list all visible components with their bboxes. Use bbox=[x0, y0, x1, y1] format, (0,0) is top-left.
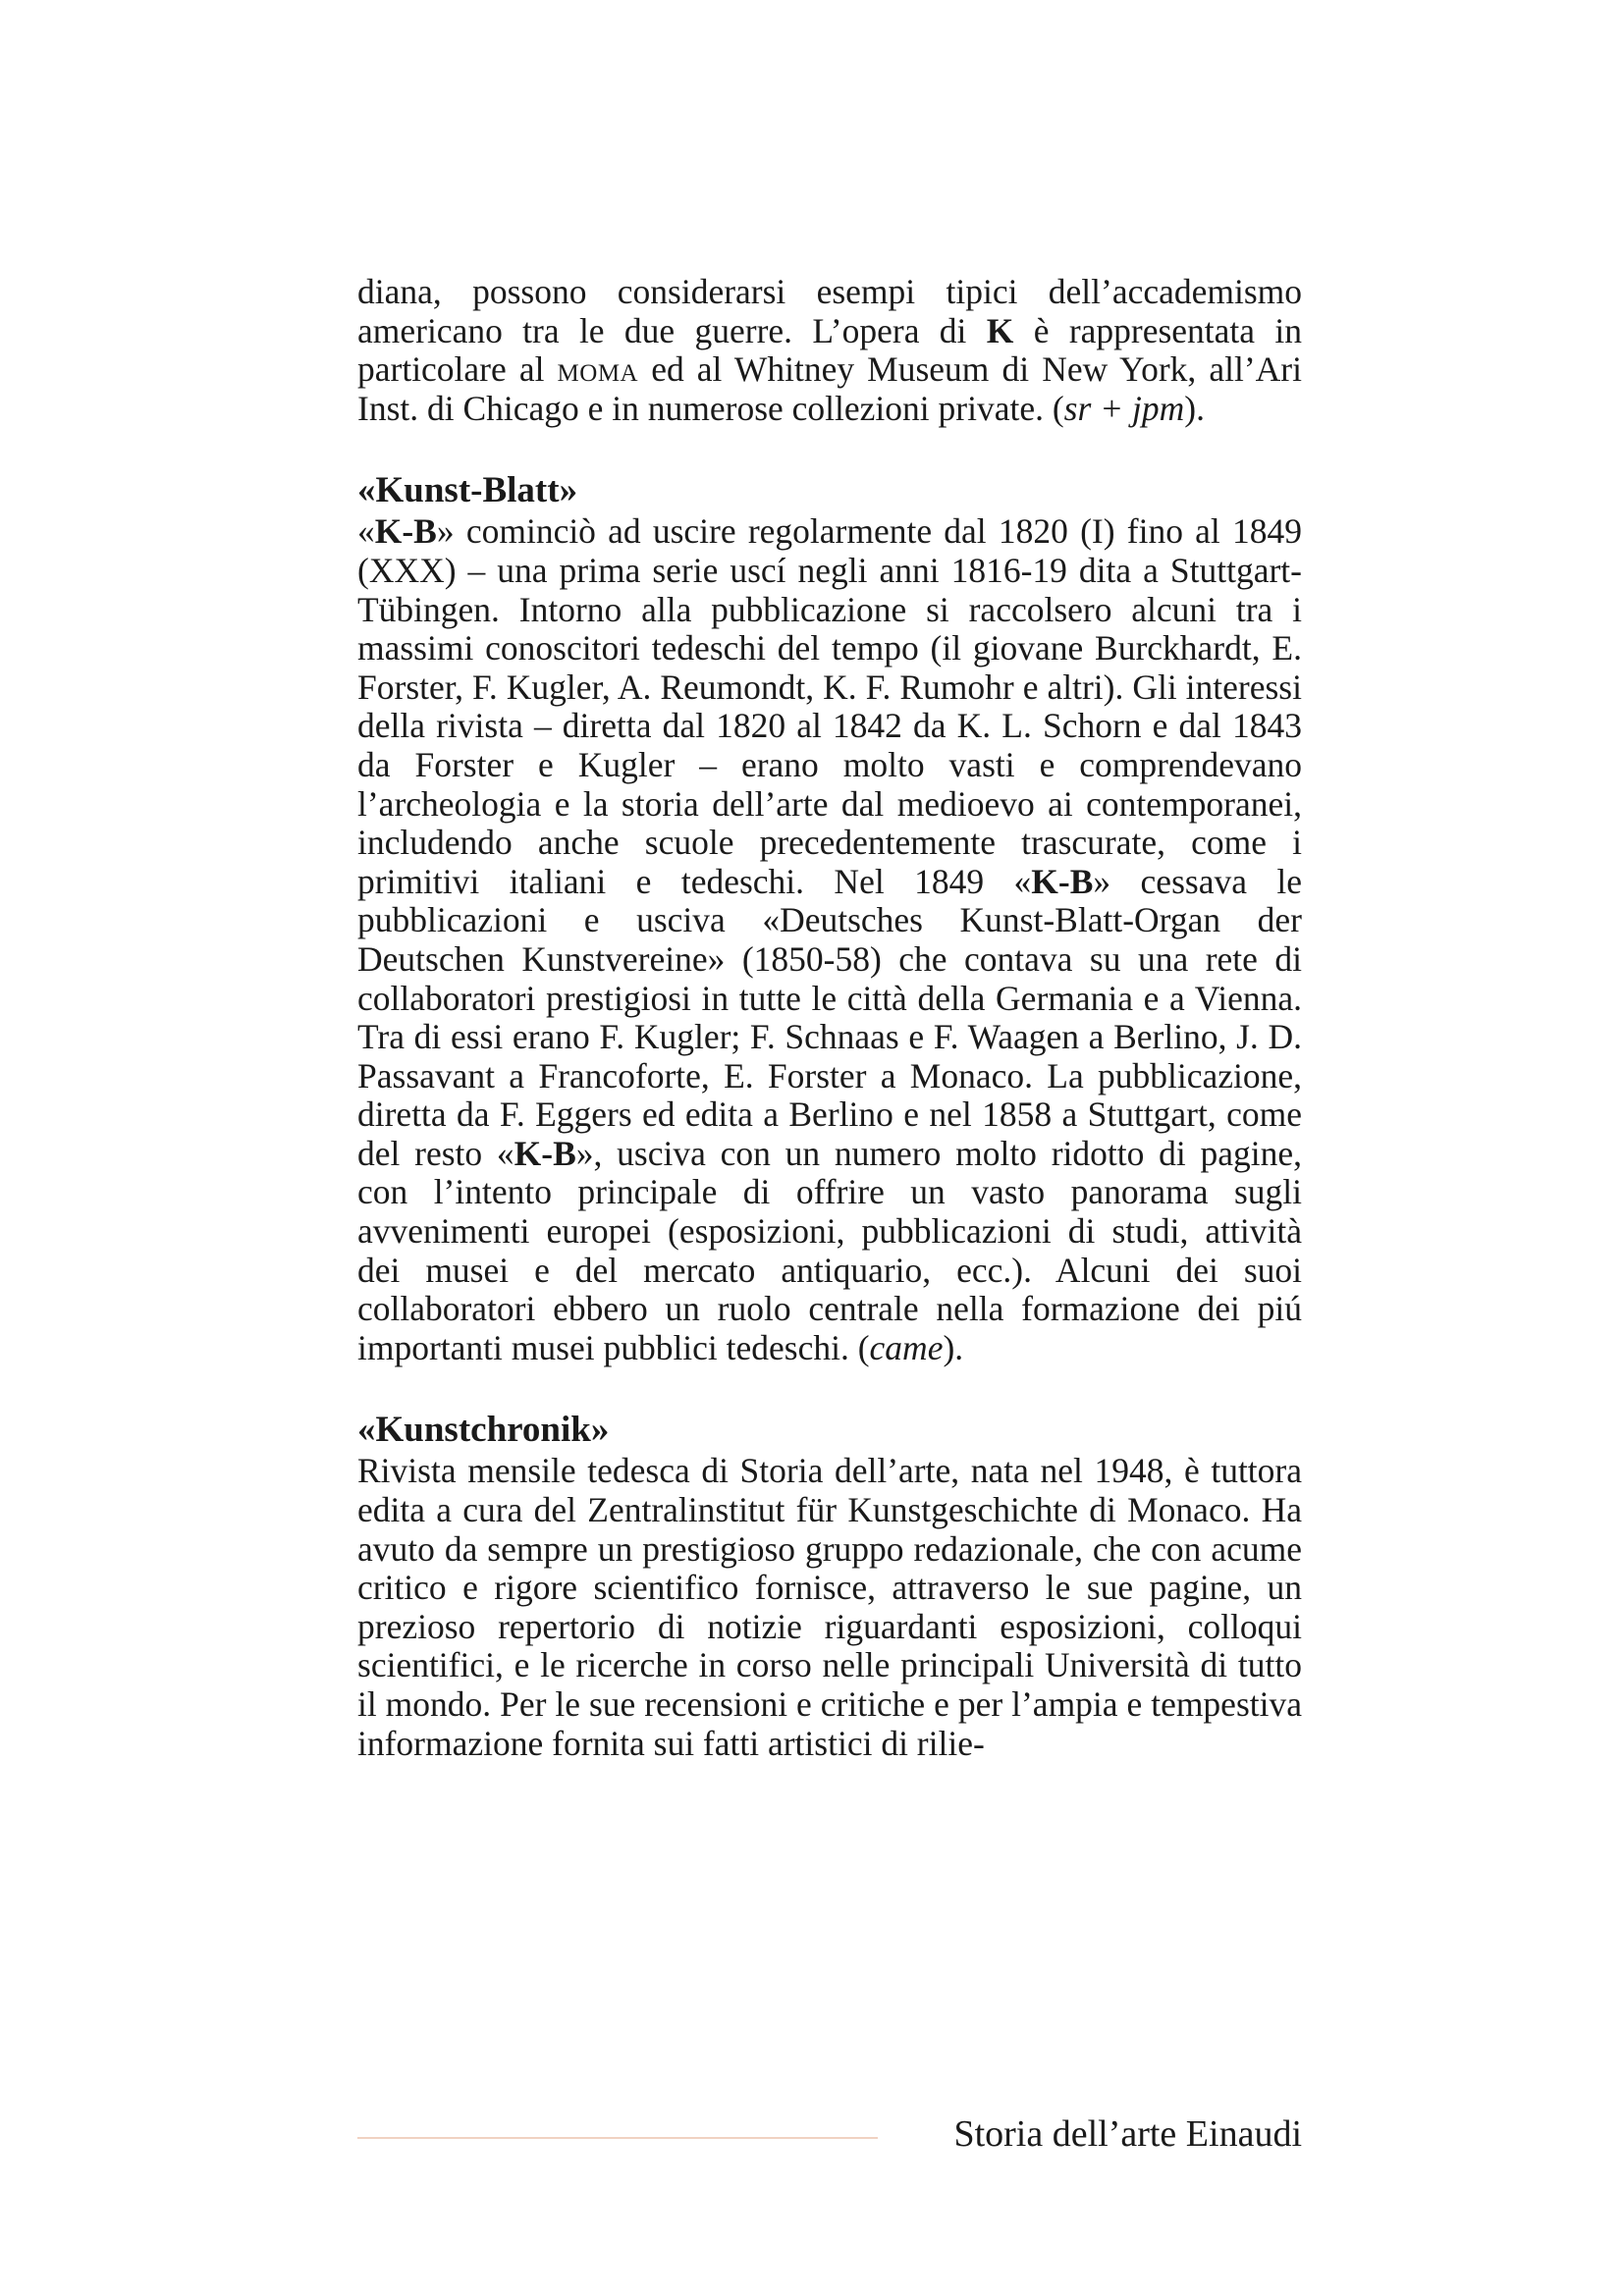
kb-author: came bbox=[869, 1327, 944, 1367]
section-gap bbox=[357, 428, 1302, 469]
continuation-text-1: diana, possono considerarsi esempi tipici dell’accademismo americano tra le due guerre. L’opera di bbox=[357, 272, 1302, 350]
continuation-abbr-k: K bbox=[986, 310, 1014, 350]
continuation-author: sr + jpm bbox=[1063, 388, 1185, 428]
section-gap bbox=[357, 1367, 1302, 1409]
continuation-text-4: ). bbox=[1184, 388, 1205, 428]
kb-text-1: cominciò ad uscire regolarmente dal 1820 (I) fino al 1849 (XXX) – una prima serie uscí negli anni 1816-19 dita a Stuttgart-Tübingen. Intorno alla pubblicazione si raccolsero alcuni tra i massimi conoscitori tedeschi del tempo (il giovane Burckhardt, E. Forster, F. Kugler, A. Reumondt, K. F. Rumohr e altri). Gli interessi della rivista – diretta dal 1820 al 1842 da K. L. Schorn e dal 1843 da Forster e Kugler – erano molto vasti e comprendevano l’archeologia e la storia dell’arte dal medioevo ai contemporanei, includendo anche scuole precedentemente trascurate, come i primitivi italiani e tedeschi. Nel 1849 « bbox=[357, 511, 1302, 901]
kb-quote-close: » bbox=[436, 511, 455, 552]
page-text bbox=[357, 273, 1302, 1763]
kb-abbr-2: K-B bbox=[1031, 861, 1094, 901]
page-footer bbox=[357, 2112, 1302, 2162]
entry-body-kunstchronik: Rivista mensile tedesca di Storia dell’arte, nata nel 1948, è tuttora edita a cura del Zentralinstitut für Kunstgeschichte di Monaco. Ha avuto da sempre un prestigioso gruppo redazionale, che con acume critico e rigore scientifico fornisce, attraverso le sue pagine, un prezioso repertorio di notizie riguardanti esposizioni, colloqui scientifici, e le ricerche in corso nelle principali Università di tutto il mondo. Per le sue recensioni e critiche e per l’ampia e tempestiva informazione fornita sui fatti artistici di rilie- bbox=[357, 1451, 1302, 1763]
footer-publication-title: Storia dell’arte Einaudi bbox=[953, 2113, 1302, 2155]
footer-rule bbox=[357, 2137, 878, 2139]
entry-continuation-paragraph bbox=[357, 273, 1302, 428]
continuation-moma: moma bbox=[557, 349, 639, 390]
entry-heading-kunstchronik: «Kunstchronik» bbox=[357, 1410, 610, 1451]
kb-text-2: » cessava le pubblicazioni e usciva «Deutsches Kunst-Blatt-Organ der Deutschen Kunstvereine» (1850-58) che contava su una rete di collaboratori prestigiosi in tutte le città della Germania e a Vienna. Tra di essi erano F. Kugler; F. Schnaas e F. Waagen a Berlino, J. D. Passavant a Francoforte, E. Forster a Monaco. La pubblicazione, diretta da F. Eggers ed edita a Berlino e nel 1858 a Stuttgart, come del resto « bbox=[357, 861, 1302, 1173]
kb-abbr-3: K-B bbox=[514, 1133, 576, 1173]
kb-abbr-1: K-B bbox=[374, 511, 437, 552]
continuation-text-2: è rappresentata in particolare al bbox=[357, 310, 1302, 390]
continuation-text-3: ed al Whitney Museum di New York, all’Ari Inst. di Chicago e in numerose collezioni private. ( bbox=[357, 349, 1302, 428]
kb-text-4: ). bbox=[943, 1327, 964, 1367]
kb-quote-open: « bbox=[357, 511, 375, 552]
entry-heading-kunst-blatt: «Kunst-Blatt» bbox=[357, 470, 578, 511]
entry-body-kunst-blatt bbox=[357, 512, 1302, 1367]
kb-text-3: », usciva con un numero molto ridotto di pagine, con l’intento principale di offrire un vasto panorama sugli avvenimenti europei (esposizioni, pubblicazioni di studi, attività dei musei e del mercato antiquario, ecc.). Alcuni dei suoi collaboratori ebbero un ruolo centrale nella formazione dei piú importanti musei pubblici tedeschi. ( bbox=[357, 1133, 1302, 1367]
